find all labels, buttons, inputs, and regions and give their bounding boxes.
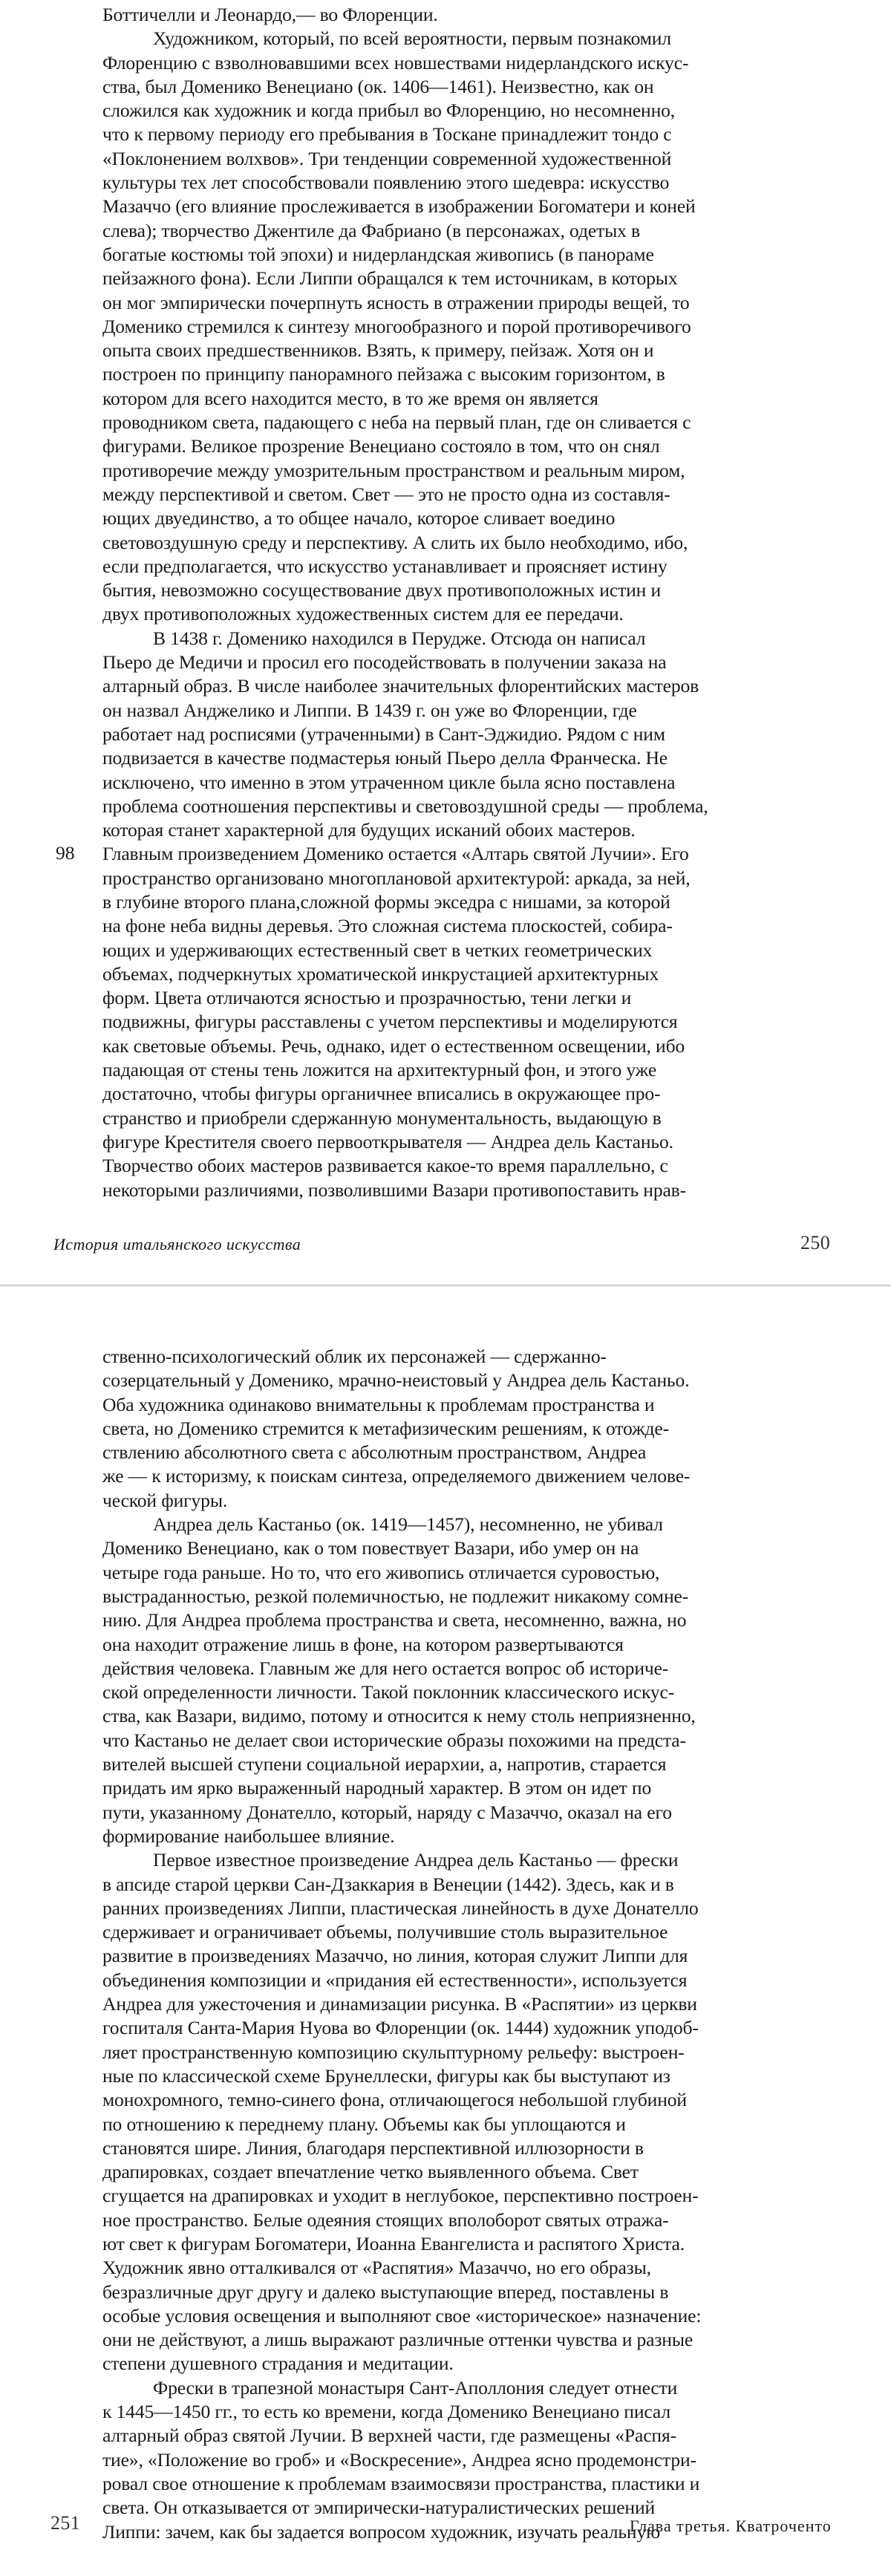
margin-illustration-number: 98: [56, 842, 75, 864]
text-line: особые условия освещения и выполняют свое «историческое» назначение:: [102, 2304, 702, 2326]
text-line: работает над росписями (утраченными) в Сант-Эджидио. Рядом с ним: [102, 723, 665, 745]
text-line: как световые объемы. Речь, однако, идет о естественном освещении, ибо: [102, 1034, 685, 1057]
text-line: вителей высшей ступени социальной иерархии, а, напротив, старается: [102, 1753, 667, 1776]
text-line: Флоренцию с взволновавшими всех новшествами нидерландского искус-: [102, 51, 689, 74]
text-line: ющих и удерживающих естественный свет в четких геометрических: [102, 939, 653, 961]
text-line: он назвал Анджелико и Липпи. В 1439 г. он уже во Флоренции, где: [102, 699, 637, 721]
text-line: сгущается на драпировках и уходит в неглубокое, перспективно построен-: [102, 2185, 699, 2207]
text-line: Мазаччо (его влияние прослеживается в изображении Богоматери и коней: [102, 195, 696, 218]
text-line: ное пространство. Белые одеяния стоящих вполоборот святых отража-: [102, 2208, 669, 2231]
text-line: Фрески в трапезной монастыря Сант-Аполлония следует отнести: [153, 2376, 678, 2399]
text-line: ства, как Вазари, видимо, потому и относится к нему столь неприязненно,: [102, 1705, 696, 1727]
text-line: проводником света, падающего с неба на первый план, где он сливается с: [102, 411, 691, 434]
text-line: ческой фигуры.: [102, 1489, 228, 1511]
text-line: пути, указанному Донателло, который, наряду с Мазаччо, оказал на его: [102, 1801, 672, 1823]
text-line: ные по классической схеме Брунеллески, фигуры как бы выступают из: [102, 2064, 670, 2087]
text-line: нию. Для Андреа проблема пространства и света, несомненно, важна, но: [102, 1609, 687, 1631]
text-line: к 1445—1450 гг., то есть ко времени, когда Доменико Венециано писал: [102, 2401, 670, 2423]
text-line: Художник явно отталкивался от «Распятия» Мазаччо, но его образы,: [102, 2257, 651, 2279]
text-line: они не действуют, а лишь выражают различные оттенки чувства и разные: [102, 2329, 693, 2351]
text-line: алтарный образ. В числе наиболее значительных флорентийских мастеров: [102, 675, 699, 697]
text-line: противоречие между умозрительным пространством и реальным миром,: [102, 459, 685, 481]
text-line: Главным произведением Доменико остается «Алтарь святой Лучии». Его: [102, 843, 689, 865]
text-line: ют свет к фигурам Богоматери, Иоанна Евангелиста и распятого Христа.: [102, 2232, 685, 2254]
text-line: созерцательный у Доменико, мрачно-неистовый у Андреа дель Кастаньо.: [102, 1369, 690, 1392]
text-line: исключено, что именно в этом утраченном цикле была ясно поставлена: [102, 771, 676, 793]
text-line: некоторыми различиями, позволившими Вазари противопоставить нрав-: [102, 1178, 686, 1201]
text-line: которая станет характерной для будущих исканий обоих мастеров.: [102, 819, 636, 841]
text-line: Оба художника одинаково внимательны к проблемам пространства и: [102, 1393, 655, 1415]
text-line: развитие в произведениях Мазаччо, но линия, которая служит Липпи для: [102, 1945, 688, 1967]
text-line: ранних произведениях Липпи, пластическая линейность в духе Донателло: [102, 1897, 699, 1919]
page-251-body-text: [102, 1345, 793, 2544]
text-line: алтарный образ святой Лучии. В верхней части, где размещены «Распя-: [102, 2425, 676, 2447]
text-line: ющих двуединство, а то общее начало, которое сливает воедино: [102, 507, 616, 529]
text-line: света. Он отказывается от эмпирически-натуралистических решений: [102, 2497, 656, 2519]
text-line: госпиталя Санта-Мария Нуова во Флоренции (ок. 1444) художник уподоб-: [102, 2017, 699, 2039]
text-line: Андреа для ужесточения и динамизации рисунка. В «Распятии» из церкви: [102, 1993, 697, 2015]
page-number: 251: [50, 2512, 81, 2534]
text-line: действия человека. Главным же для него остается вопрос об историче-: [102, 1657, 669, 1679]
text-line: света, но Доменико стремится к метафизическим решениям, к отожде-: [102, 1417, 669, 1439]
text-line: двух противоположных художественных систем для ее передачи.: [102, 603, 624, 625]
text-line: падающая от стены тень ложится на архитектурный фон, и этого уже: [102, 1059, 657, 1081]
text-line: в глубине второго плана,сложной формы экседра с нишами, за которой: [102, 890, 670, 913]
text-line: бытия, невозможно сосуществование двух противоположных истин и: [102, 579, 661, 601]
text-line: между перспективой и светом. Свет — это не просто одна из составля-: [102, 483, 670, 505]
text-line: Боттичелли и Леонардо,— во Флоренции.: [102, 4, 438, 25]
text-line: «Поклонением волхвов». Три тенденции современной художественной: [102, 147, 672, 169]
text-line: придать им ярко выраженный народный характер. В этом он идет по: [102, 1777, 652, 1799]
text-line: если предполагается, что искусство устанавливает и проясняет истину: [102, 555, 668, 577]
text-line: тие», «Положение во гроб» и «Воскресение», Андреа ясно продемонстри-: [102, 2448, 696, 2471]
text-line: драпировках, создает впечатление четко выявленного объема. Свет: [102, 2161, 639, 2183]
text-line: пространство организовано многоплановой архитектурой: аркада, за ней,: [102, 867, 691, 889]
text-line: ствлению абсолютного света с абсолютным пространством, Андреа: [102, 1441, 647, 1464]
text-line: она находит отражение лишь в фоне, на котором развертываются: [102, 1633, 624, 1655]
text-line: безразличные друг другу и далеко выступающие вперед, поставлены в: [102, 2280, 669, 2303]
text-line: объемах, подчеркнутых хроматической инкрустацией архитектурных: [102, 962, 659, 985]
running-footer-chapter-title: Глава третья. Кватроченто: [630, 2517, 832, 2535]
text-line: В 1438 г. Доменико находился в Перудже. Отсюда он написал: [153, 627, 646, 649]
text-line: световоздушную среду и перспективу. А слить их было необходимо, ибо,: [102, 531, 688, 553]
text-line: выстраданностью, резкой полемичностью, не подлежит никакому сомне-: [102, 1585, 689, 1607]
text-line: ской определенности личности. Такой поклонник классического искус-: [102, 1681, 675, 1703]
text-line: ляет пространственную композицию скульптурному рельефу: выстроен-: [102, 2041, 685, 2063]
text-line: котором для всего находится место, в то же время он является: [102, 387, 598, 409]
text-line: Доменико Венециано, как о том повествует Вазари, ибо умер он на: [102, 1537, 639, 1559]
text-line: богатые костюмы той эпохи) и нидерландская живопись (в панораме: [102, 243, 654, 265]
text-line: фигурами. Великое прозрение Венециано состояло в том, что он снял: [102, 435, 660, 457]
text-line: ровал свое отношение к проблемам взаимосвязи пространства, пластики и: [102, 2472, 700, 2494]
text-line: становятся шире. Линия, благодаря перспективной иллюзорности в: [102, 2136, 644, 2159]
text-line: пейзажного фона). Если Липпи обращался к тем источникам, в которых: [102, 267, 678, 290]
text-line: фигуре Крестителя своего первооткрывателя — Андреа дель Кастаньо.: [102, 1130, 673, 1152]
text-line: построен по принципу панорамного пейзажа с высоким горизонтом, в: [102, 363, 665, 385]
text-line: опыта своих предшественников. Взять, к примеру, пейзаж. Хотя он и: [102, 339, 654, 362]
text-line: Художником, который, по всей вероятности, первым познакомил: [153, 27, 671, 50]
text-line: степени душевного страдания и медитации.: [102, 2352, 454, 2375]
page-number: 250: [800, 1232, 831, 1253]
text-line: Андреа дель Кастаньо (ок. 1419—1457), несомненно, не убивал: [153, 1513, 663, 1536]
text-line: на фоне неба видны деревья. Это сложная система плоскостей, собира-: [102, 915, 673, 937]
book-page-250: [0, 0, 891, 1287]
text-line: сложился как художник и когда прибыл во Флоренцию, но несомненно,: [102, 100, 676, 122]
text-line: странство и приобрели сдержанную монументальность, выдающую в: [102, 1106, 662, 1129]
text-line: форм. Цвета отличаются ясностью и прозрачностью, тени легки и: [102, 987, 632, 1009]
text-line: ственно-психологический облик их персонажей — сдержанно-: [102, 1346, 607, 1367]
text-line: он мог эмпирически почерпнуть ясность в отражении природы вещей, то: [102, 291, 690, 313]
text-line: подвизается в качестве подмастерья юный Пьеро делла Франческа. Не: [102, 747, 668, 769]
text-line: сдерживает и ограничивает объемы, получившие столь выразительное: [102, 1921, 668, 1943]
text-line: по отношению к переднему плану. Объемы как бы уплощаются и: [102, 2113, 626, 2135]
text-line: формирование наибольшее влияние.: [102, 1825, 395, 1847]
text-line: культуры тех лет способствовали появлению этого шедевра: искусство: [102, 172, 670, 194]
text-line: проблема соотношения перспективы и световоздушной среды — проблема,: [102, 795, 708, 817]
text-line: подвижны, фигуры расставлены с учетом перспективы и моделируются: [102, 1011, 678, 1033]
text-line: объединения композиции и «придания ей естественности», используется: [102, 1969, 688, 1991]
page-250-body-text: [102, 3, 793, 1202]
text-line: четыре года раньше. Но то, что его живопись отличается суровостью,: [102, 1561, 660, 1583]
book-page-251: [0, 1287, 891, 2576]
text-line: достаточно, чтобы фигуры органичнее вписались в окружающее про-: [102, 1083, 661, 1105]
text-line: Первое известное произведение Андреа дель Кастаньо — фрески: [153, 1849, 679, 1871]
text-line: что к первому периоду его пребывания в Тоскане принадлежит тондо с: [102, 123, 672, 146]
text-line: слева); творчество Джентиле да Фабриано (в персонажах, одетых в: [102, 219, 640, 241]
text-line: что Кастаньо не делает свои исторические образы похожими на предста-: [102, 1729, 686, 1751]
text-line: же — к историзму, к поискам синтеза, определяемого движением челове-: [102, 1465, 691, 1487]
text-line: Липпи: зачем, как бы задается вопросом художник, изучать реальную: [102, 2520, 661, 2543]
text-line: Пьеро де Медичи и просил его посодействовать в получении заказа на: [102, 651, 667, 674]
text-line: монохромного, темно-синего фона, отличающегося небольшой глубиной: [102, 2089, 687, 2111]
text-line: ства, был Доменико Венециано (ок. 1406—1461). Неизвестно, как он: [102, 75, 654, 97]
text-line: Творчество обоих мастеров развивается какое-то время параллельно, с: [102, 1155, 668, 1177]
running-footer-book-title: История итальянского искусства: [53, 1235, 301, 1253]
text-line: Доменико стремился к синтезу многообразного и порой противоречивого: [102, 315, 691, 337]
text-line: в апсиде старой церкви Сан-Дзаккария в Венеции (1442). Здесь, как и в: [102, 1873, 674, 1895]
